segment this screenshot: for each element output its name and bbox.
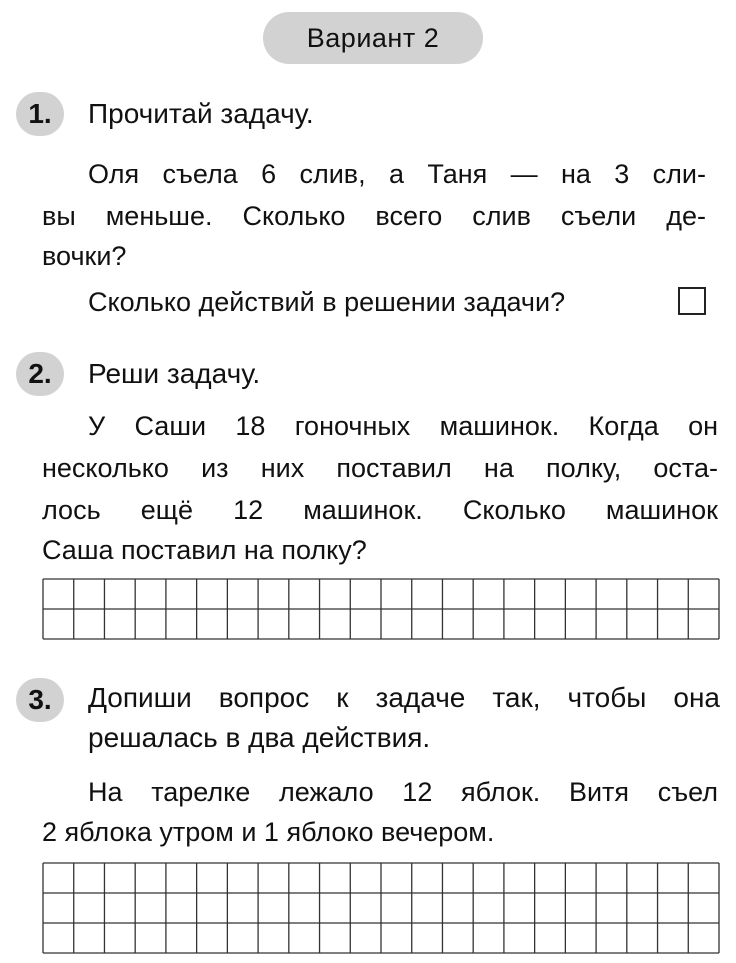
answer-grid-task-3[interactable] (42, 862, 720, 954)
task-3-heading-line-2: решалась в два действия. (88, 722, 431, 753)
task-1-line-1: Оля съела 6 слив, а Таня — на 3 сли- (88, 159, 706, 189)
grid-lines (42, 862, 720, 954)
task-1-number: 1. (16, 92, 64, 136)
task-1-question: Сколько действий в решении задачи? (88, 287, 566, 317)
task-2-line-4: Саша поставил на полку? (42, 535, 367, 565)
grid-lines (42, 578, 720, 640)
answer-grid-task-2[interactable] (42, 578, 720, 640)
task-1-line-2: вы меньше. Сколько всего слив съели де- (42, 201, 706, 231)
task-2-number: 2. (16, 352, 64, 396)
task-2-heading: Реши задачу. (88, 358, 261, 389)
task-2-line-1: У Саши 18 гоночных машинок. Когда он (88, 411, 718, 441)
answer-box[interactable] (678, 287, 706, 315)
task-1-heading: Прочитай задачу. (88, 98, 314, 129)
task-2-line-3: лось ещё 12 машинок. Сколько машинок (42, 495, 718, 525)
task-3-heading-line-1: Допиши вопрос к задаче так, чтобы она (88, 682, 720, 713)
task-3-number: 3. (16, 678, 64, 722)
variant-label: Вариант 2 (263, 12, 483, 64)
task-3-line-2: 2 яблока утром и 1 яблоко вечером. (42, 817, 495, 847)
task-1-line-3: вочки? (42, 241, 127, 271)
task-3-line-1: На тарелке лежало 12 яблок. Витя съел (88, 777, 718, 807)
task-2-line-2: несколько из них поставил на полку, оста- (42, 453, 718, 483)
